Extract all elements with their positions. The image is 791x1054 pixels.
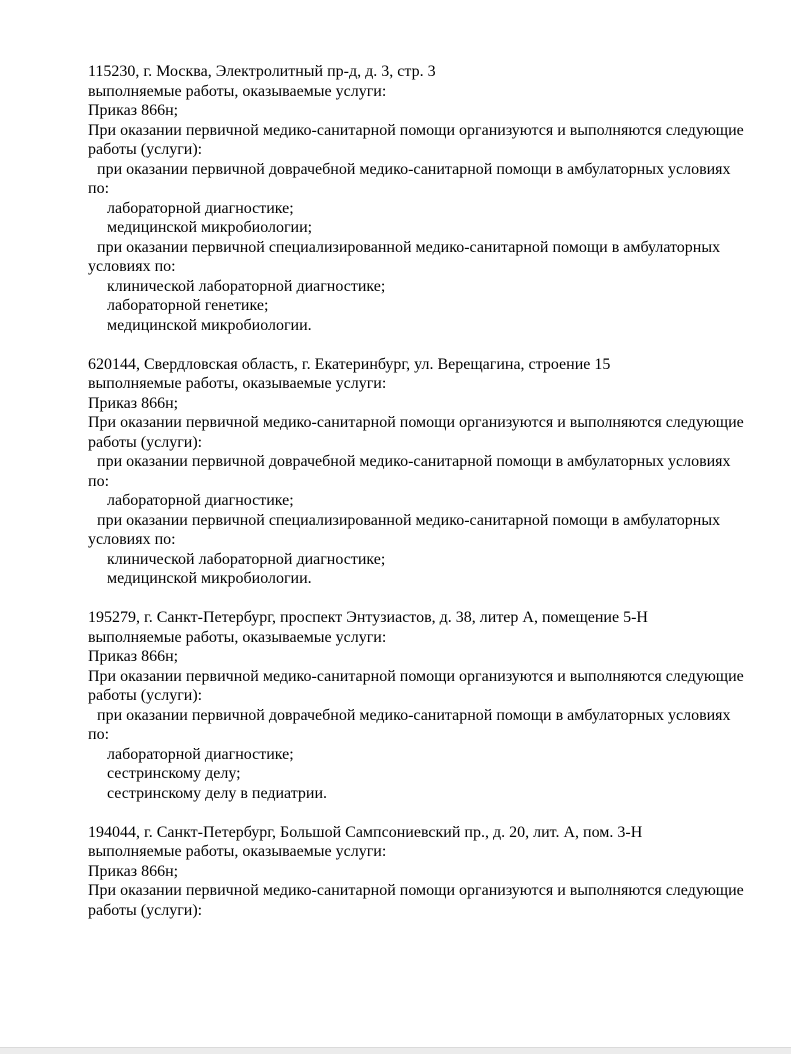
service-group-line: при оказании первичной специализированной медико-санитарной помощи в амбулаторных условиях по: xyxy=(88,511,721,548)
order-reference: Приказ 866н; xyxy=(88,394,179,412)
service-group-line: при оказании первичной доврачебной медико-санитарной помощи в амбулаторных условиях по: xyxy=(88,453,731,490)
services-intro: При оказании первичной медико-санитарной помощи организуются и выполняются следующие работы (услуги): xyxy=(88,882,744,919)
services-intro: При оказании первичной медико-санитарной помощи организуются и выполняются следующие работы (услуги): xyxy=(88,414,744,451)
services-label: выполняемые работы, оказываемые услуги: xyxy=(88,843,387,860)
order-reference: Приказ 866н; xyxy=(88,862,179,880)
service-item-line: медицинской микробиологии. xyxy=(107,570,312,587)
service-item-line: медицинской микробиологии; xyxy=(107,219,313,236)
address-services-block xyxy=(88,608,744,803)
service-group-line: при оказании первичной доврачебной медико-санитарной помощи в амбулаторных условиях по: xyxy=(88,160,731,197)
service-item-line: сестринскому делу; xyxy=(107,765,241,782)
service-group-line: при оказании первичной доврачебной медико-санитарной помощи в амбулаторных условиях по: xyxy=(88,706,731,743)
address-services-block xyxy=(88,62,744,335)
order-reference: Приказ 866н; xyxy=(88,648,179,665)
address-line: 620144, Свердловская область, г. Екатеринбург, ул. Верещагина, строение 15 xyxy=(88,355,611,373)
services-label: выполняемые работы, оказываемые услуги: xyxy=(88,82,387,100)
address-line: 115230, г. Москва, Электролитный пр-д, д. 3, стр. 3 xyxy=(88,63,436,80)
service-item-line: клинической лабораторной диагностике; xyxy=(107,550,386,568)
bottom-divider-bar xyxy=(0,1047,791,1054)
service-item-line: лабораторной диагностике; xyxy=(107,745,294,763)
services-intro: При оказании первичной медико-санитарной помощи организуются и выполняются следующие работы (услуги): xyxy=(88,121,744,158)
service-group-line: при оказании первичной специализированной медико-санитарной помощи в амбулаторных условиях по: xyxy=(88,238,721,275)
order-reference: Приказ 866н; xyxy=(88,102,179,119)
services-label: выполняемые работы, оказываемые услуги: xyxy=(88,628,387,646)
license-text xyxy=(88,62,744,940)
service-item-line: клинической лабораторной диагностике; xyxy=(107,277,386,295)
address-services-block xyxy=(88,355,744,589)
service-item-line: медицинской микробиологии. xyxy=(107,316,312,334)
services-label: выполняемые работы, оказываемые услуги: xyxy=(88,375,387,392)
service-item-line: сестринскому делу в педиатрии. xyxy=(107,784,328,802)
address-services-block xyxy=(88,823,744,921)
service-item-line: лабораторной диагностике; xyxy=(107,199,294,217)
address-line: 194044, г. Санкт-Петербург, Большой Сампсониевский пр., д. 20, лит. А, пом. 3-Н xyxy=(88,823,643,841)
service-item-line: лабораторной генетике; xyxy=(107,297,269,314)
address-line: 195279, г. Санкт-Петербург, проспект Энтузиастов, д. 38, литер А, помещение 5-Н xyxy=(88,609,648,626)
services-intro: При оказании первичной медико-санитарной помощи организуются и выполняются следующие работы (услуги): xyxy=(88,667,744,704)
service-item-line: лабораторной диагностике; xyxy=(107,492,294,509)
